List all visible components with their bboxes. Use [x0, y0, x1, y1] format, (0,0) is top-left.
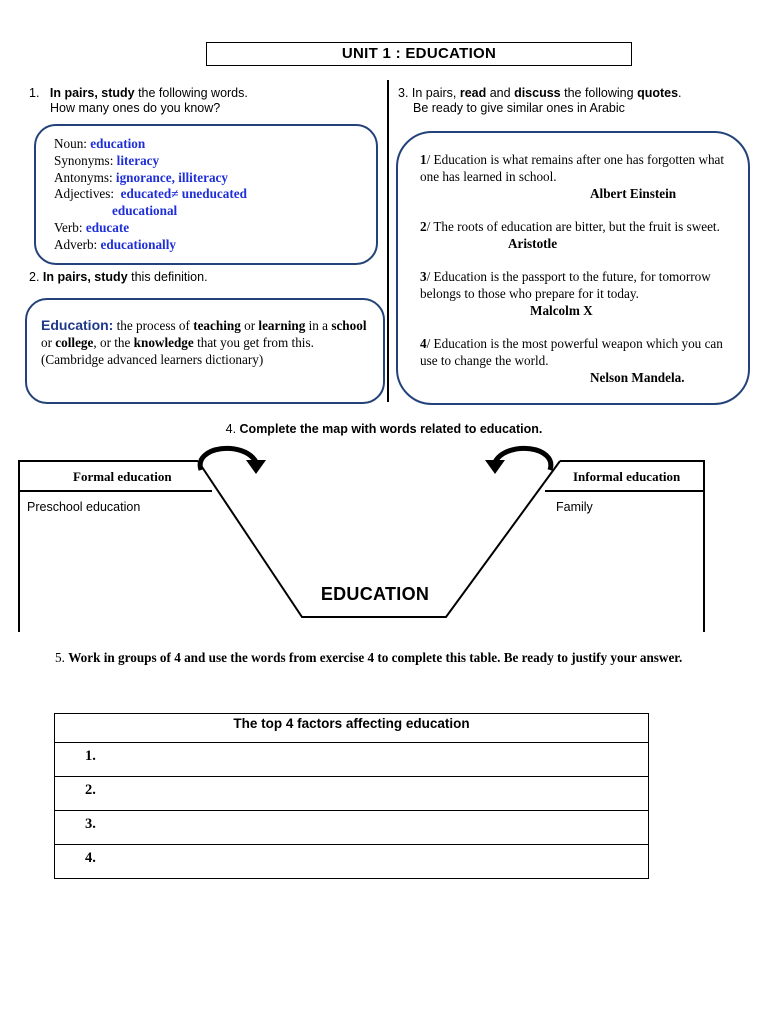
definition-part: in a: [305, 318, 332, 333]
definition-term: Education:: [41, 317, 114, 333]
table-row-cell[interactable]: 1.: [55, 743, 649, 777]
definition-bold: knowledge: [133, 335, 194, 350]
vocab-synonyms-value: literacy: [116, 152, 160, 168]
quote-author: Nelson Mandela.: [590, 370, 685, 385]
table-row: [55, 777, 649, 811]
section-3-part: and: [486, 86, 515, 100]
section-1-line2: How many ones do you know?: [50, 101, 221, 115]
definition-part: the process of: [113, 318, 194, 333]
vocab-verb-label: Verb:: [54, 219, 86, 235]
definition-source: (Cambridge advanced learners dictionary): [41, 352, 264, 367]
quote-text: / Education is what remains after one has forgotten what one has learned in school.: [420, 152, 725, 184]
section-5-instructions: [55, 648, 745, 667]
quote-text: / The roots of education are bitter, but the fruit is sweet.: [426, 219, 720, 234]
vocab-adjectives-label: Adjectives:: [54, 186, 118, 202]
section-2-rest: this definition.: [127, 270, 208, 284]
page-title: UNIT 1 : EDUCATION: [206, 42, 632, 66]
map-right-frame: [560, 461, 704, 632]
section-3-line2: Be ready to give similar ones in Arabic: [413, 101, 625, 115]
section-4-number: 4.: [225, 422, 240, 436]
definition-part: or: [240, 318, 259, 333]
section-5-number: 5.: [55, 650, 69, 665]
vocab-antonyms-value: ignorance, illiteracy: [115, 169, 228, 185]
vocab-adjectives-value2: educational: [112, 203, 178, 219]
vocab-antonyms-label: Antonyms:: [54, 169, 116, 185]
vocab-adverb-label: Adverb:: [54, 236, 101, 252]
quote-number: 4: [420, 336, 427, 351]
definition-part: or: [41, 335, 56, 350]
vocab-adjectives-value: educated≠ uneducated: [120, 186, 247, 202]
definition-bold: teaching: [193, 318, 241, 333]
vocab-adverb-value: educationally: [100, 236, 176, 252]
quote-text: / Education is the most powerful weapon which you can use to change the world.: [420, 336, 723, 368]
definition-bold: learning: [258, 318, 306, 333]
section-1-number: 1.: [29, 86, 40, 100]
curved-arrow-right-icon: [485, 448, 551, 474]
section-3-part: In pairs,: [411, 86, 460, 100]
map-right-entry: Family: [556, 500, 593, 514]
quote-author: Albert Einstein: [590, 186, 677, 201]
map-left-frame: [19, 461, 198, 632]
section-3-part: the following: [560, 86, 638, 100]
section-1-bold-lead: In pairs, study: [49, 86, 135, 100]
section-3-number: 3.: [398, 86, 412, 100]
definition-part: that you get from this.: [193, 335, 314, 350]
quote-number: 2: [420, 219, 427, 234]
definition-bold: college: [55, 335, 94, 350]
map-right-label: Informal education: [573, 469, 681, 484]
section-4-bold: Complete the map with words related to education.: [239, 422, 543, 436]
table-row: [55, 743, 649, 777]
table-row-cell[interactable]: 3.: [55, 811, 649, 845]
curved-arrow-left-icon: [200, 448, 266, 474]
section-3-part: .: [678, 86, 682, 100]
vocab-noun-value: education: [90, 136, 146, 151]
definition-bold: school: [331, 318, 367, 333]
vocab-synonyms-label: Synonyms:: [54, 152, 117, 168]
quote-author: Aristotle: [508, 236, 558, 251]
table-row-cell[interactable]: 4.: [55, 845, 649, 879]
table-header-row: [55, 714, 649, 743]
quote-number: 3: [420, 269, 427, 284]
map-left-entry: Preschool education: [27, 500, 141, 514]
quote-text: / Education is the passport to the future, for tomorrow belongs to those who prepare for it today.: [420, 269, 711, 301]
section-2-bold-lead: In pairs, study: [42, 270, 128, 284]
map-left-label: Formal education: [73, 469, 172, 484]
table-row: [55, 845, 649, 879]
table-header: The top 4 factors affecting education: [55, 714, 649, 743]
table-row: [55, 811, 649, 845]
section-3-bold: discuss: [514, 86, 561, 100]
map-center-label: EDUCATION: [320, 584, 430, 604]
vocab-noun-label: Noun:: [54, 136, 91, 151]
section-3-bold: quotes: [637, 86, 679, 100]
section-2-number: 2.: [29, 270, 43, 284]
definition-part: , or the: [93, 335, 134, 350]
section-1-rest: the following words.: [134, 86, 248, 100]
quote-number: 1: [420, 152, 427, 167]
vocab-verb-value: educate: [85, 219, 130, 235]
section-3-bold: read: [459, 86, 487, 100]
quote-author: Malcolm X: [530, 303, 593, 318]
factors-table: [54, 713, 649, 879]
section-5-bold: Work in groups of 4 and use the words from exercise 4 to complete this table. Be ready to justify your answer.: [68, 650, 683, 665]
table-row-cell[interactable]: 2.: [55, 777, 649, 811]
